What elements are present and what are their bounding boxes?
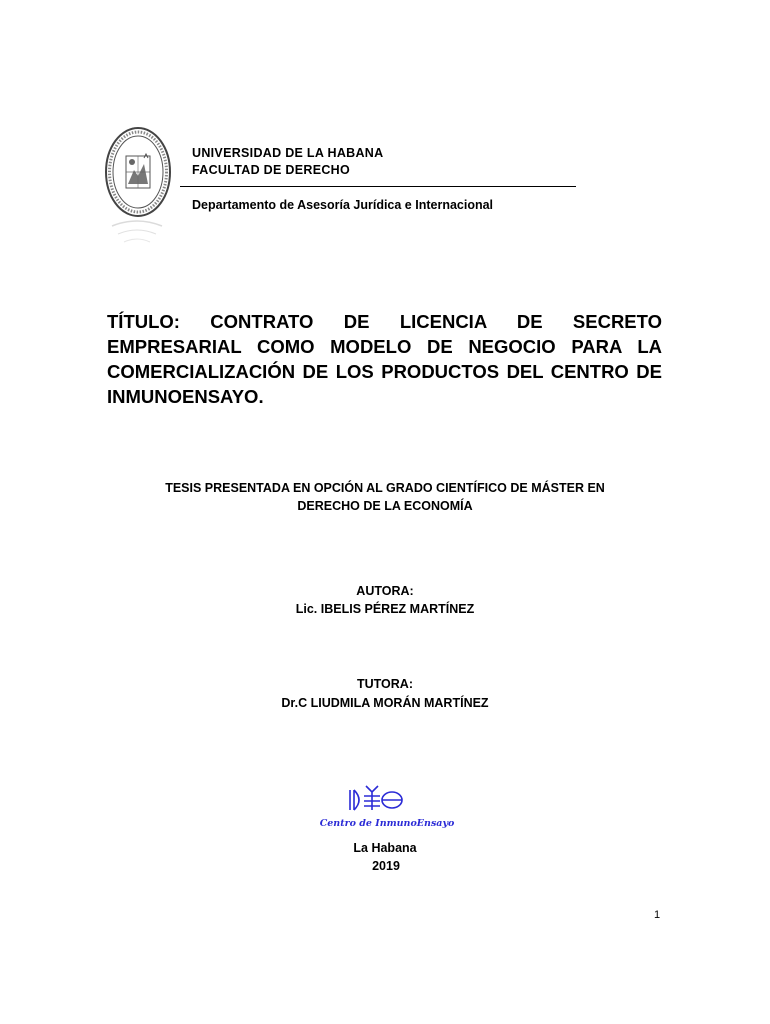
university-seal — [104, 126, 172, 218]
faculty-name: FACULTAD DE DERECHO — [192, 163, 351, 177]
author-label: AUTORA: — [356, 584, 414, 598]
university-name: UNIVERSIDAD DE LA HABANA — [192, 146, 384, 160]
header-divider — [180, 186, 576, 187]
thesis-degree-line-2: DERECHO DE LA ECONOMÍA — [297, 499, 473, 513]
thesis-title: TÍTULO: CONTRATO DE LICENCIA DE SECRETO EMPRESARIAL COMO MODELO DE NEGOCIO PARA LA COMERCIALIZACIÓN DE LOS PRODUCTOS DEL CENTRO DE INMUNOENSAYO. — [107, 311, 662, 407]
department-name: Departamento de Asesoría Jurídica e Internacional — [192, 198, 494, 212]
page-number: 1 — [654, 909, 661, 921]
city: La Habana — [353, 841, 417, 855]
thesis-degree-line-1: TESIS PRESENTADA EN OPCIÓN AL GRADO CIENTÍFICO DE MÁSTER EN — [165, 481, 605, 495]
tutor-name: Dr.C LIUDMILA MORÁN MARTÍNEZ — [281, 696, 489, 710]
author-name: Lic. IBELIS PÉREZ MARTÍNEZ — [295, 602, 475, 616]
logo-caption: Centro de InmunoEnsayo — [319, 818, 455, 829]
year: 2019 — [372, 859, 400, 873]
seal-reflection — [108, 220, 166, 246]
tutor-label: TUTORA: — [356, 677, 413, 691]
thesis-degree — [100, 479, 670, 515]
centro-inmunoensayo-logo — [319, 780, 455, 830]
